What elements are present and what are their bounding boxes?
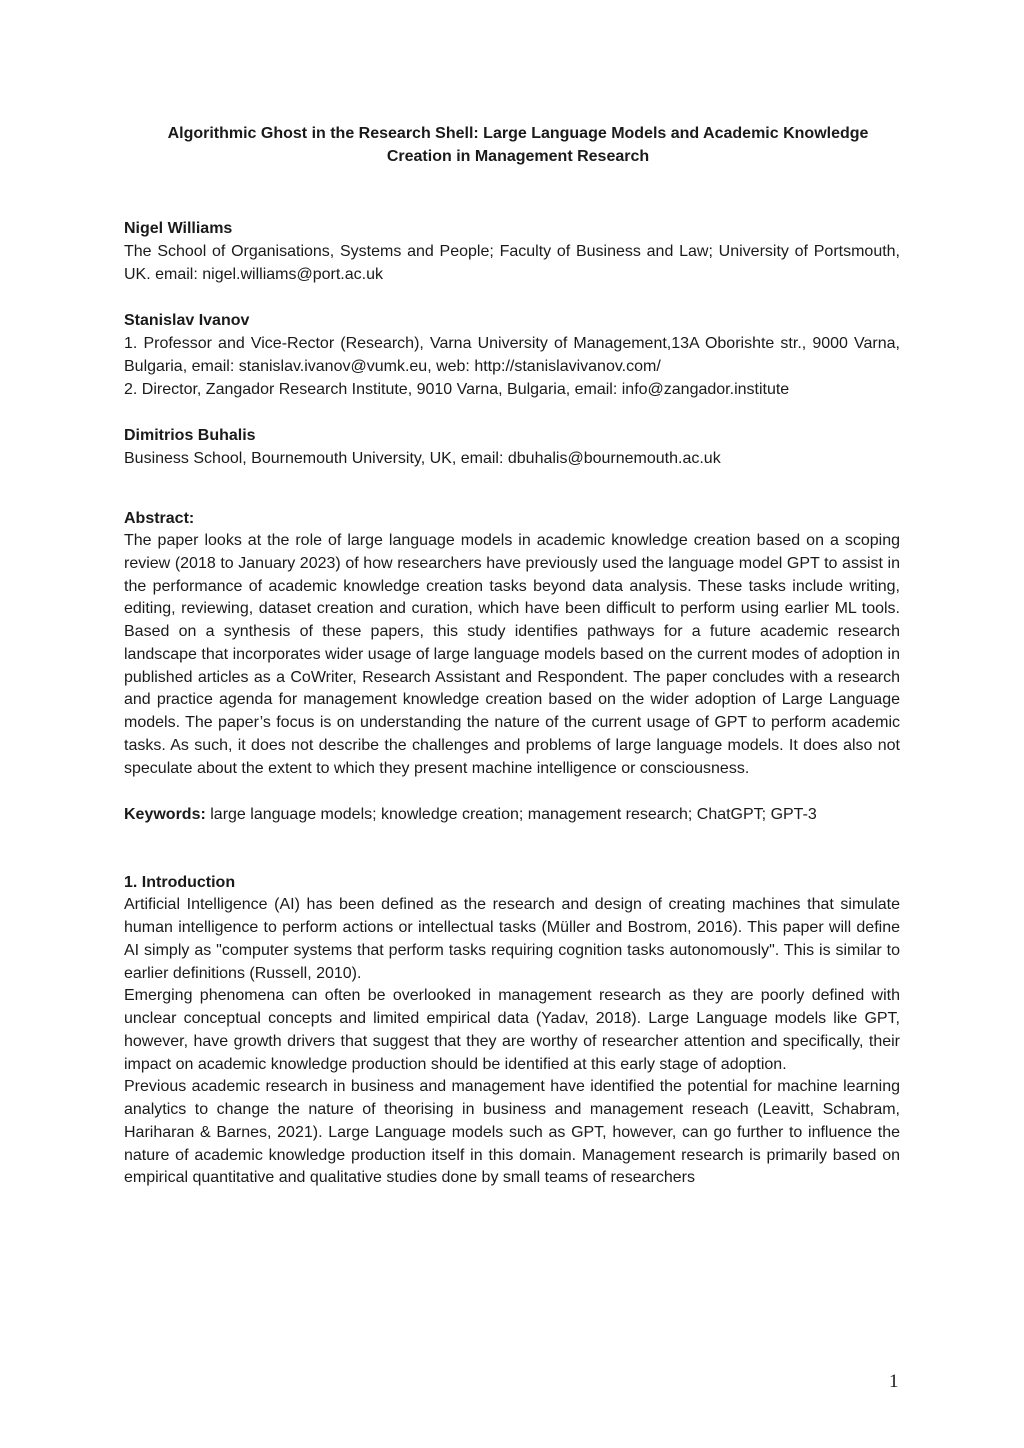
- author-affiliation: Business School, Bournemouth University, UK, email: dbuhalis@bournemouth.ac.uk: [124, 450, 721, 467]
- abstract-text: The paper looks at the role of large language models in academic knowledge creation based on a scoping review (2018 to January 2023) of how researchers have previously used the language model GPT to assist in the performance of academic knowledge creation tasks beyond data analysis. These tasks include writing, editing, reviewing, dataset creation and curation, which have been difficult to perform using earlier ML tools. Based on a synthesis of these papers, this study identifies pathways for a future academic research landscape that incorporates wider usage of large language models based on the current modes of adoption in published articles as a CoWriter, Research Assistant and Respondent. The paper concludes with a research and practice agenda for management knowledge creation based on the wider adoption of Large Language models. The paper’s focus is on understanding the nature of the current usage of GPT to perform academic tasks. As such, it does not describe the challenges and problems of large language models. It does also not speculate about the extent to which they present machine intelligence or consciousness.: [124, 532, 900, 777]
- body-paragraph: Emerging phenomena can often be overlooked in management research as they are poorly defined with unclear conceptual concepts and limited empirical data (Yadav, 2018). Large Language models like GPT, however, have growth drivers that suggest that they are worthy of researcher attention and specifically, their impact on academic knowledge production should be identified at this early stage of adoption.: [124, 987, 900, 1073]
- keywords-text: large language models; knowledge creation; management research; ChatGPT; GPT-3: [205, 806, 817, 824]
- author-block: [124, 424, 900, 470]
- author-name: Dimitrios Buhalis: [124, 427, 256, 444]
- page-number: 1: [889, 1371, 899, 1392]
- author-block: [124, 309, 900, 401]
- author-name: Nigel Williams: [124, 220, 233, 237]
- keywords-label: Keywords:: [124, 806, 206, 824]
- author-affiliation: The School of Organisations, Systems and People; Faculty of Business and Law; University of Portsmouth, UK. email: nigel.williams@port.ac.uk: [124, 243, 900, 283]
- paper-title: Algorithmic Ghost in the Research Shell: Large Language Models and Academic Knowledge Creation in Management Research: [167, 125, 869, 165]
- author-block: [124, 217, 900, 286]
- abstract-heading: Abstract:: [124, 510, 195, 527]
- paper-page: [124, 122, 900, 1190]
- body-paragraph: Previous academic research in business and management have identified the potential for machine learning analytics to change the nature of theorising in business and management reseach (Leavitt, Schabram, Hariharan & Barnes, 2021). Large Language models such as GPT, however, can go further to influence the nature of academic knowledge production itself in this domain. Management research is primarily based on empirical quantitative and qualitative studies done by small teams of researchers: [124, 1078, 900, 1187]
- section-heading-introduction: 1. Introduction: [124, 874, 236, 892]
- author-affiliation: 2. Director, Zangador Research Institute, 9010 Varna, Bulgaria, email: info@zangador.institute: [124, 381, 790, 398]
- author-name: Stanislav Ivanov: [124, 312, 250, 329]
- body-paragraph: Artificial Intelligence (AI) has been defined as the research and design of creating machines that simulate human intelligence to perform actions or intellectual tasks (Müller and Bostrom, 2016). This paper will define AI simply as "computer systems that perform tasks requiring cognition tasks autonomously". This is similar to earlier definitions (Russell, 2010).: [124, 896, 900, 982]
- keywords-line: [124, 803, 900, 826]
- abstract-section: [124, 507, 900, 780]
- author-affiliation: 1. Professor and Vice-Rector (Research), Varna University of Management,13A Oborishte str., 9000 Varna, Bulgaria, email: stanislav.ivanov@vumk.eu, web: http://stanislavivanov.com/: [124, 335, 900, 375]
- author-list: [124, 217, 900, 470]
